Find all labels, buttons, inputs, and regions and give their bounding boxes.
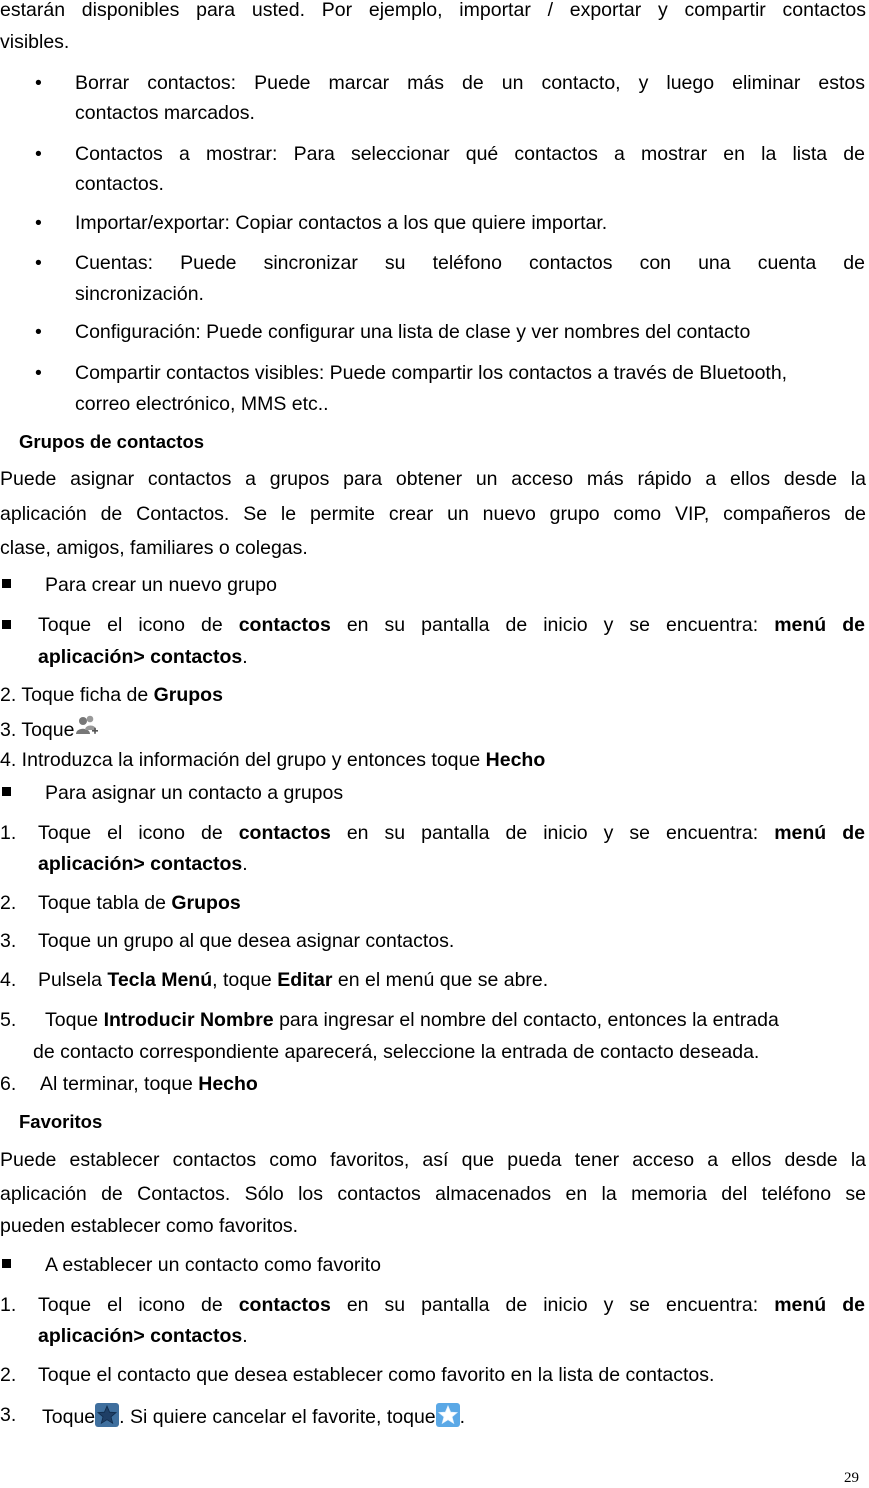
assign-step-5: Toque Introducir Nombre para ingresar el nombre del contacto, entonces la entrada [45, 1009, 779, 1031]
list-item-cont: sincronización. [75, 283, 204, 305]
assign-step-2: Toque tabla de Grupos [38, 892, 241, 914]
bullet-dot: • [35, 252, 42, 274]
groups-paragraph-line: aplicación de Contactos. Se le permite crear un nuevo grupo como VIP, compañeros de [0, 503, 866, 525]
assign-step-5-cont: de contacto correspondiente aparecerá, seleccione la entrada de contacto deseada. [33, 1041, 760, 1063]
step-groups-tab: 2. Toque ficha de Grupos [0, 684, 223, 706]
favorites-paragraph-line: pueden establecer como favoritos. [0, 1215, 299, 1237]
favorite-title: A establecer un contacto como favorito [45, 1254, 382, 1276]
favorite-step-2: Toque el contacto que desea establecer como favorito en la lista de contactos. [38, 1364, 715, 1386]
list-item-cont: contactos. [75, 173, 164, 195]
intro-line-2: visibles. [0, 31, 70, 53]
bullet-dot: • [35, 143, 42, 165]
step-number: 5. [0, 1009, 17, 1031]
step-number: 4. [0, 969, 17, 991]
add-group-icon[interactable] [74, 714, 98, 738]
star-filled-icon[interactable] [95, 1403, 119, 1427]
bullet-dot: • [35, 72, 42, 94]
groups-paragraph-line: clase, amigos, familiares o colegas. [0, 537, 308, 559]
step-number: 1. [0, 822, 17, 844]
square-bullet-icon [2, 579, 11, 588]
assign-step-1-cont: aplicación> contactos. [38, 853, 248, 875]
step-number: 2. [0, 892, 17, 914]
square-bullet-icon [2, 787, 11, 796]
step-number: 3. [0, 930, 17, 952]
step-touch-add-group: 3. Toque [0, 714, 866, 742]
assign-step-4: Pulsela Tecla Menú, toque Editar en el menú que se abre. [38, 969, 549, 991]
favorites-paragraph-line: aplicación de Contactos. Sólo los contactos almacenados en la memoria del teléfono se [0, 1183, 866, 1205]
section-heading-groups: Grupos de contactos [19, 431, 205, 452]
step-enter-info: 4. Introduzca la información del grupo y entonces toque Hecho [0, 749, 546, 771]
step-open-contacts-cont: aplicación> contactos. [38, 646, 248, 668]
assign-step-6: Al terminar, toque Hecho [40, 1073, 258, 1095]
favorite-step-1: Toque el icono de contactos en su pantalla de inicio y se encuentra: menú de [38, 1294, 865, 1316]
list-item-cont: correo electrónico, MMS etc.. [75, 393, 329, 415]
list-item: Configuración: Puede configurar una lista de clase y ver nombres del contacto [75, 321, 751, 343]
favorite-step-1-cont: aplicación> contactos. [38, 1325, 248, 1347]
step-number: 3. [0, 1404, 17, 1426]
list-item-cont: contactos marcados. [75, 102, 255, 124]
bullet-dot: • [35, 212, 42, 234]
step-number: 6. [0, 1073, 17, 1095]
assign-group-title: Para asignar un contacto a grupos [45, 782, 344, 804]
groups-paragraph-line: Puede asignar contactos a grupos para obtener un acceso más rápido a ellos desde la [0, 468, 866, 490]
assign-step-1: Toque el icono de contactos en su pantalla de inicio y se encuentra: menú de [38, 822, 865, 844]
list-item: Importar/exportar: Copiar contactos a los que quiere importar. [75, 212, 608, 234]
page-number: 29 [844, 1470, 859, 1486]
step-number: 2. [0, 1364, 17, 1386]
section-heading-favorites: Favoritos [19, 1111, 103, 1132]
list-item: Compartir contactos visibles: Puede compartir los contactos a través de Bluetooth, [75, 362, 788, 384]
star-outline-icon[interactable] [436, 1403, 460, 1427]
square-bullet-icon [2, 1259, 11, 1268]
assign-step-3: Toque un grupo al que desea asignar contactos. [38, 930, 455, 952]
favorites-paragraph-line: Puede establecer contactos como favoritos, así que pueda tener acceso a ellos desde la [0, 1149, 866, 1171]
favorite-step-3: Toque . Si quiere cancelar el favorite, toque . [42, 1403, 869, 1429]
square-bullet-icon [2, 620, 11, 629]
create-group-title: Para crear un nuevo grupo [45, 574, 277, 596]
bullet-dot: • [35, 321, 42, 343]
intro-line-1: estarán disponibles para usted. Por ejemplo, importar / exportar y compartir contactos [0, 0, 866, 21]
list-item: Cuentas: Puede sincronizar su teléfono contactos con una cuenta de [75, 252, 865, 274]
list-item: Borrar contactos: Puede marcar más de un contacto, y luego eliminar estos [75, 72, 865, 94]
bullet-dot: • [35, 362, 42, 384]
list-item: Contactos a mostrar: Para seleccionar qué contactos a mostrar en la lista de [75, 143, 865, 165]
step-open-contacts: Toque el icono de contactos en su pantalla de inicio y se encuentra: menú de [38, 614, 865, 636]
step-number: 1. [0, 1294, 17, 1316]
